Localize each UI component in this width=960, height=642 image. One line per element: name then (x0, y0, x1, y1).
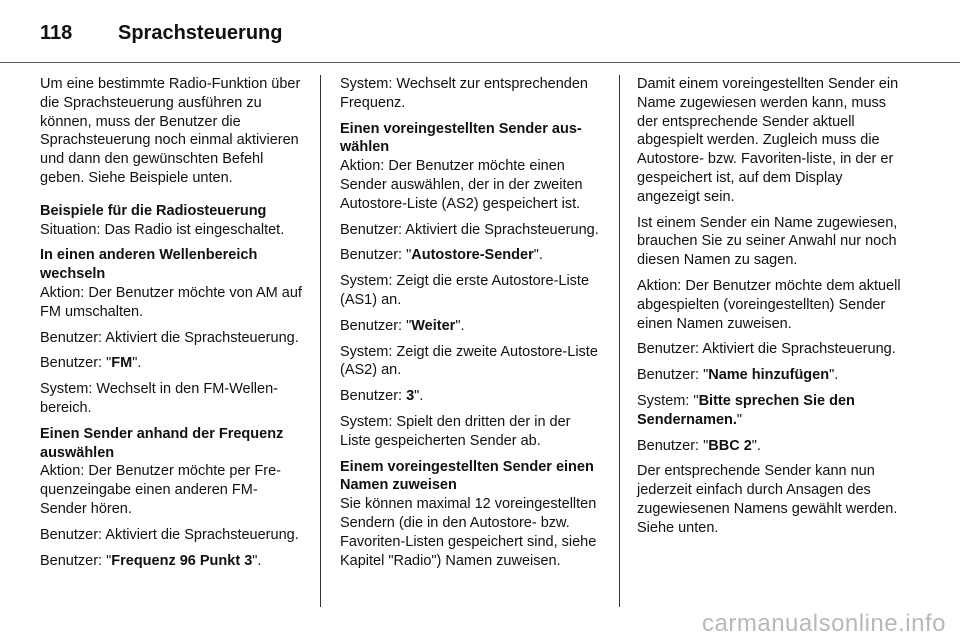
preset-system-response-2: System: Zeigt die zweite Autostore-Liste (AS2) an. (340, 343, 598, 379)
freq-user-command: Benutzer: "Frequenz 96 Punkt 3". (40, 552, 262, 569)
freq-system-response: System: Wechselt zur entsprechenden Frequenz. (340, 76, 588, 111)
column-divider-1 (320, 75, 321, 607)
situation-text: Situation: Das Radio ist eingeschaltet. (40, 221, 285, 238)
heading-frequency-select: Einen Sender anhand der Frequenz auswählen (40, 425, 284, 461)
band-action: Aktion: Der Benutzer möchte von AM auf FM umschalten. (40, 284, 302, 320)
preset-user-command-2: Benutzer: "Weiter". (340, 317, 465, 334)
column-divider-2 (619, 75, 620, 607)
preset-user-activate: Benutzer: Aktiviert die Sprachsteuerung. (340, 221, 599, 238)
name-usage-paragraph: Ist einem Sender ein Name zugewiesen, brauchen Sie zu seiner Anwahl nur noch diesen Namen zu sagen. (637, 214, 898, 269)
heading-assign-name: Einem voreingestellten Sender einen Namen zuweisen (340, 458, 594, 494)
freq-user-activate: Benutzer: Aktiviert die Sprachsteuerung. (40, 526, 299, 543)
column-1 (40, 75, 302, 577)
band-system-response: System: Wechselt in den FM-Wellenbereich. (40, 381, 278, 416)
preset-action: Aktion: Der Benutzer möchte einen Sender auswählen, der in der zweiten Autostore-Liste (AS2) gespeichert ist. (340, 158, 583, 212)
watermark: carmanualsonline.info (702, 610, 946, 637)
heading-examples: Beispiele für die Radiosteuerung (40, 202, 267, 219)
band-user-activate: Benutzer: Aktiviert die Sprachsteuerung. (40, 329, 299, 346)
heading-preset-select: Einen voreingestellten Sender auswählen (340, 120, 582, 156)
assign-name-intro: Sie können maximal 12 voreingestellten Sendern (die in den Autostore- bzw. Favoriten-Listen gespeichert sind, siehe Kapitel "Radio") Namen zuweisen. (340, 496, 597, 569)
name-system-response: System: "Bitte sprechen Sie den Sendernamen." (637, 392, 855, 428)
preset-system-response-3: System: Spielt den dritten der in der Liste gespeicherten Sender ab. (340, 413, 571, 449)
preset-user-command-3: Benutzer: 3". (340, 388, 424, 405)
header-rule (0, 62, 960, 63)
intro-paragraph: Um eine bestimmte Radio-Funktion über die Sprachsteuerung ausführen zu können, muss der Benutzer die Sprachsteuerung noch einmal aktivieren und dann den gewünschten Befehl geben. Siehe Beispiele unten. (40, 76, 301, 186)
name-user-command-1: Benutzer: "Name hinzufügen". (637, 367, 839, 384)
name-user-activate: Benutzer: Aktiviert die Sprachsteuerung. (637, 341, 896, 358)
name-closing-paragraph: Der entsprechende Sender kann nun jederzeit einfach durch Ansagen des zugewiesenen Namens gewählt werden. Siehe unten. (637, 463, 898, 536)
name-user-command-2: Benutzer: "BBC 2". (637, 437, 761, 454)
name-action: Aktion: Der Benutzer möchte dem aktuell abgespielten (voreingestellten) Sender einen Namen zuweisen. (637, 277, 901, 332)
column-3 (637, 75, 901, 545)
preset-system-response-1: System: Zeigt die erste Autostore-Liste (AS1) an. (340, 273, 590, 308)
band-user-command: Benutzer: "FM". (40, 355, 142, 372)
page-number: 118 (40, 21, 73, 44)
heading-band-switch: In einen anderen Wellenbereich wechseln (40, 247, 258, 283)
preset-user-command-1: Benutzer: "Autostore-Sender". (340, 247, 543, 264)
page-title: Sprachsteuerung (118, 21, 283, 44)
name-requirement-paragraph: Damit einem voreingestellten Sender ein Name zugewiesen werden kann, muss der entsprechende Sender aktuell abgespielt werden. Zugleich muss die Autostore- bzw. Favoriten-liste, in der er gespeichert ist, auf dem Display angezeigt sein. (637, 76, 899, 205)
page-header (40, 18, 282, 48)
column-2 (340, 75, 604, 577)
freq-action: Aktion: Der Benutzer möchte per Frequenzeingabe einen anderen FM-Sender hören. (40, 463, 281, 517)
